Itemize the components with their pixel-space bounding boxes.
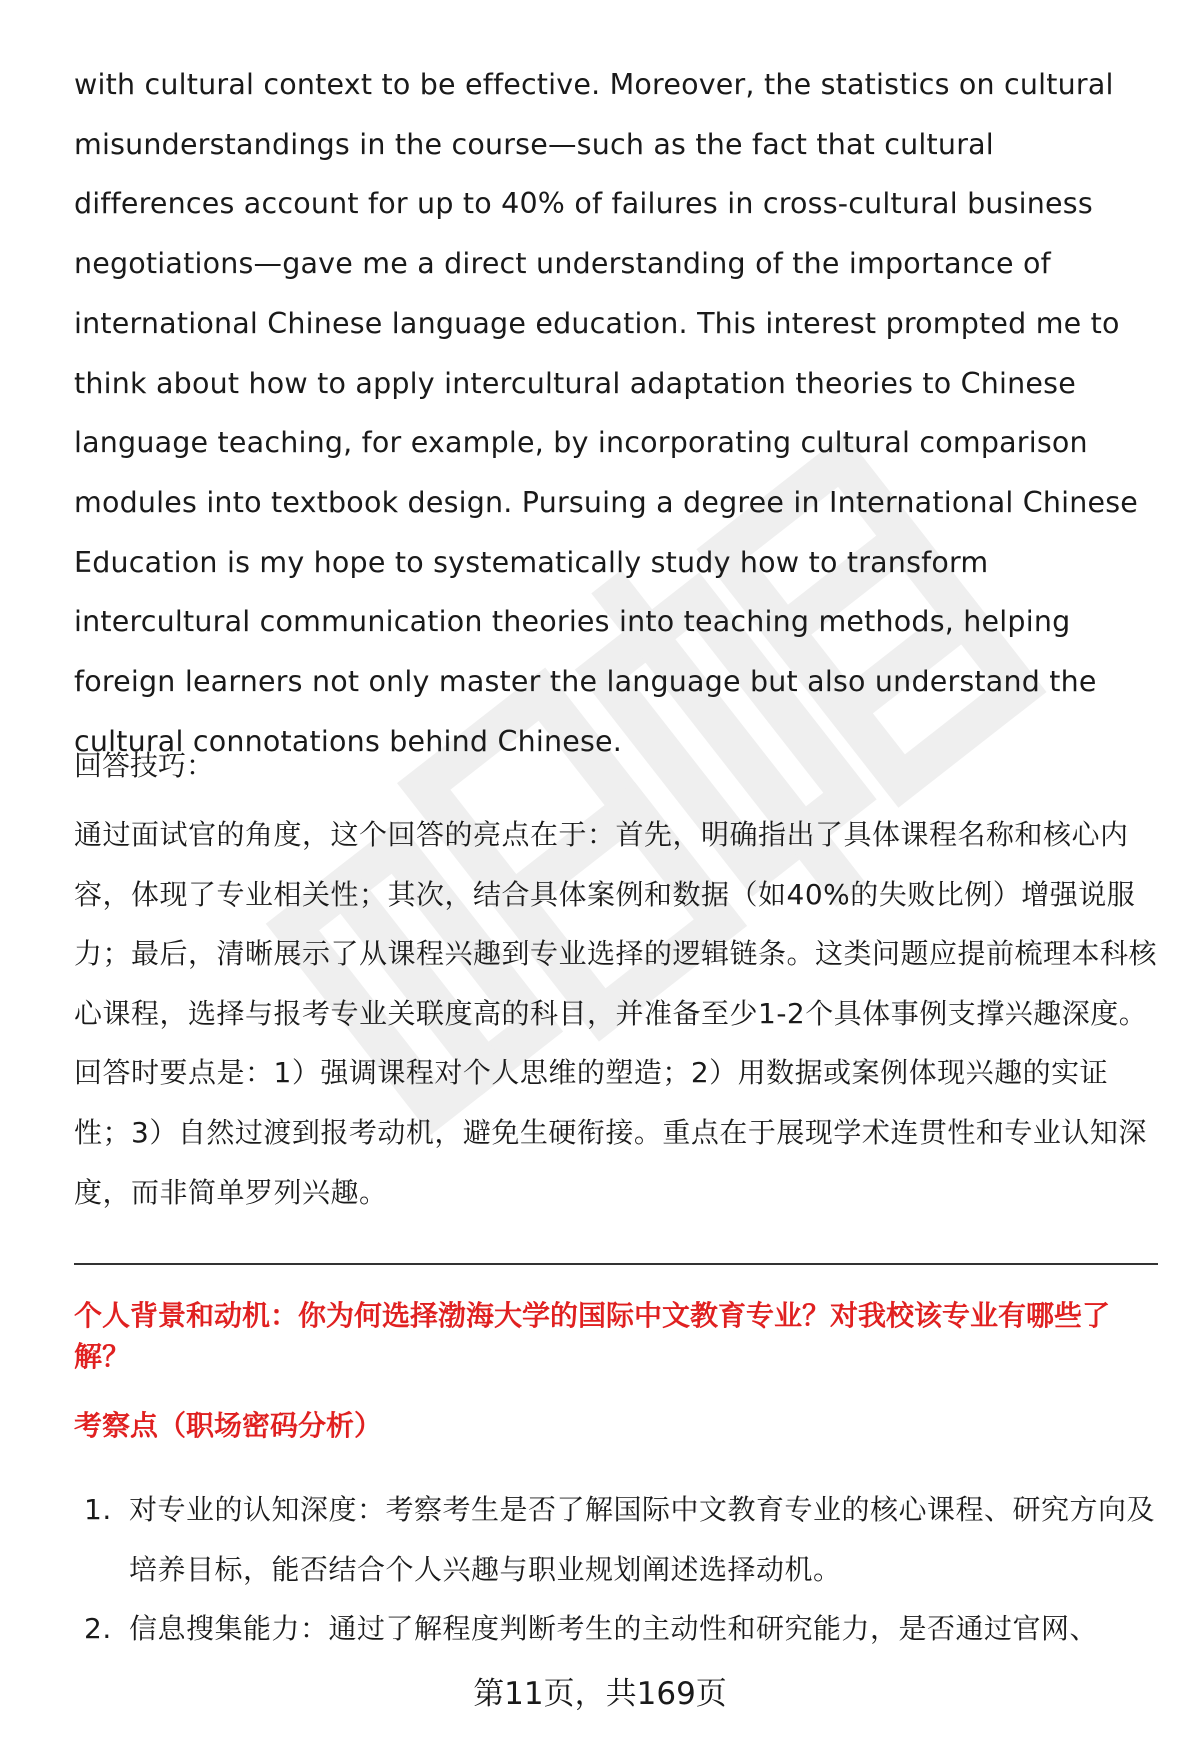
answer-tips-label: 回答技巧：: [74, 749, 215, 782]
assessment-points-list: [74, 1480, 1160, 1659]
interview-question-heading: 个人背景和动机：你为何选择渤海大学的国际中文教育专业？对我校该专业有哪些了解？: [74, 1299, 1111, 1373]
assessment-points-heading: 考察点（职场密码分析）: [74, 1409, 383, 1442]
answer-continuation-paragraph: with cultural context to be effective. Moreover, the statistics on cultural misunderstandings in the course—such as the fact that cultural differences account for up to 40% of failures in cross-cultural business negotiations—gave me a direct understanding of the importance of international Chinese language education. This interest prompted me to think about how to apply intercultural adaptation theories to Chinese language teaching, for example, by incorporating cultural comparison modules into textbook design. Pursuing a degree in International Chinese Education is my hope to systematically study how to transform intercultural communication theories into teaching methods, helping foreign learners not only master the language but also understand the cultural connotations behind Chinese.: [74, 68, 1139, 758]
answer-tips-body: 通过面试官的角度，这个回答的亮点在于：首先，明确指出了具体课程名称和核心内容，体现了专业相关性；其次，结合具体案例和数据（如40%的失败比例）增强说服力；最后，清晰展示了从课程兴趣到专业选择的逻辑链条。这类问题应提前梳理本科核心课程，选择与报考专业关联度高的科目，并准备至少1-2个具体事例支撑兴趣深度。回答时要点是：1）强调课程对个人思维的塑造；2）用数据或案例体现兴趣的实证性；3）自然过渡到报考动机，避免生硬衔接。重点在于展现学术连贯性和专业认知深度，而非简单罗列兴趣。: [74, 818, 1158, 1209]
list-item-number: 1.: [84, 1493, 112, 1526]
page-number-footer: 第11页，共169页: [473, 1676, 727, 1712]
list-item: [74, 1599, 1160, 1659]
list-item-number: 2.: [84, 1612, 112, 1645]
list-item-text: 对专业的认知深度：考察考生是否了解国际中文教育专业的核心课程、研究方向及培养目标，能否结合个人兴趣与职业规划阐述选择动机。: [129, 1493, 1156, 1586]
list-item: [74, 1480, 1160, 1599]
list-item-text: 信息搜集能力：通过了解程度判断考生的主动性和研究能力，是否通过官网、: [129, 1612, 1099, 1645]
section-divider: [74, 1263, 1158, 1265]
